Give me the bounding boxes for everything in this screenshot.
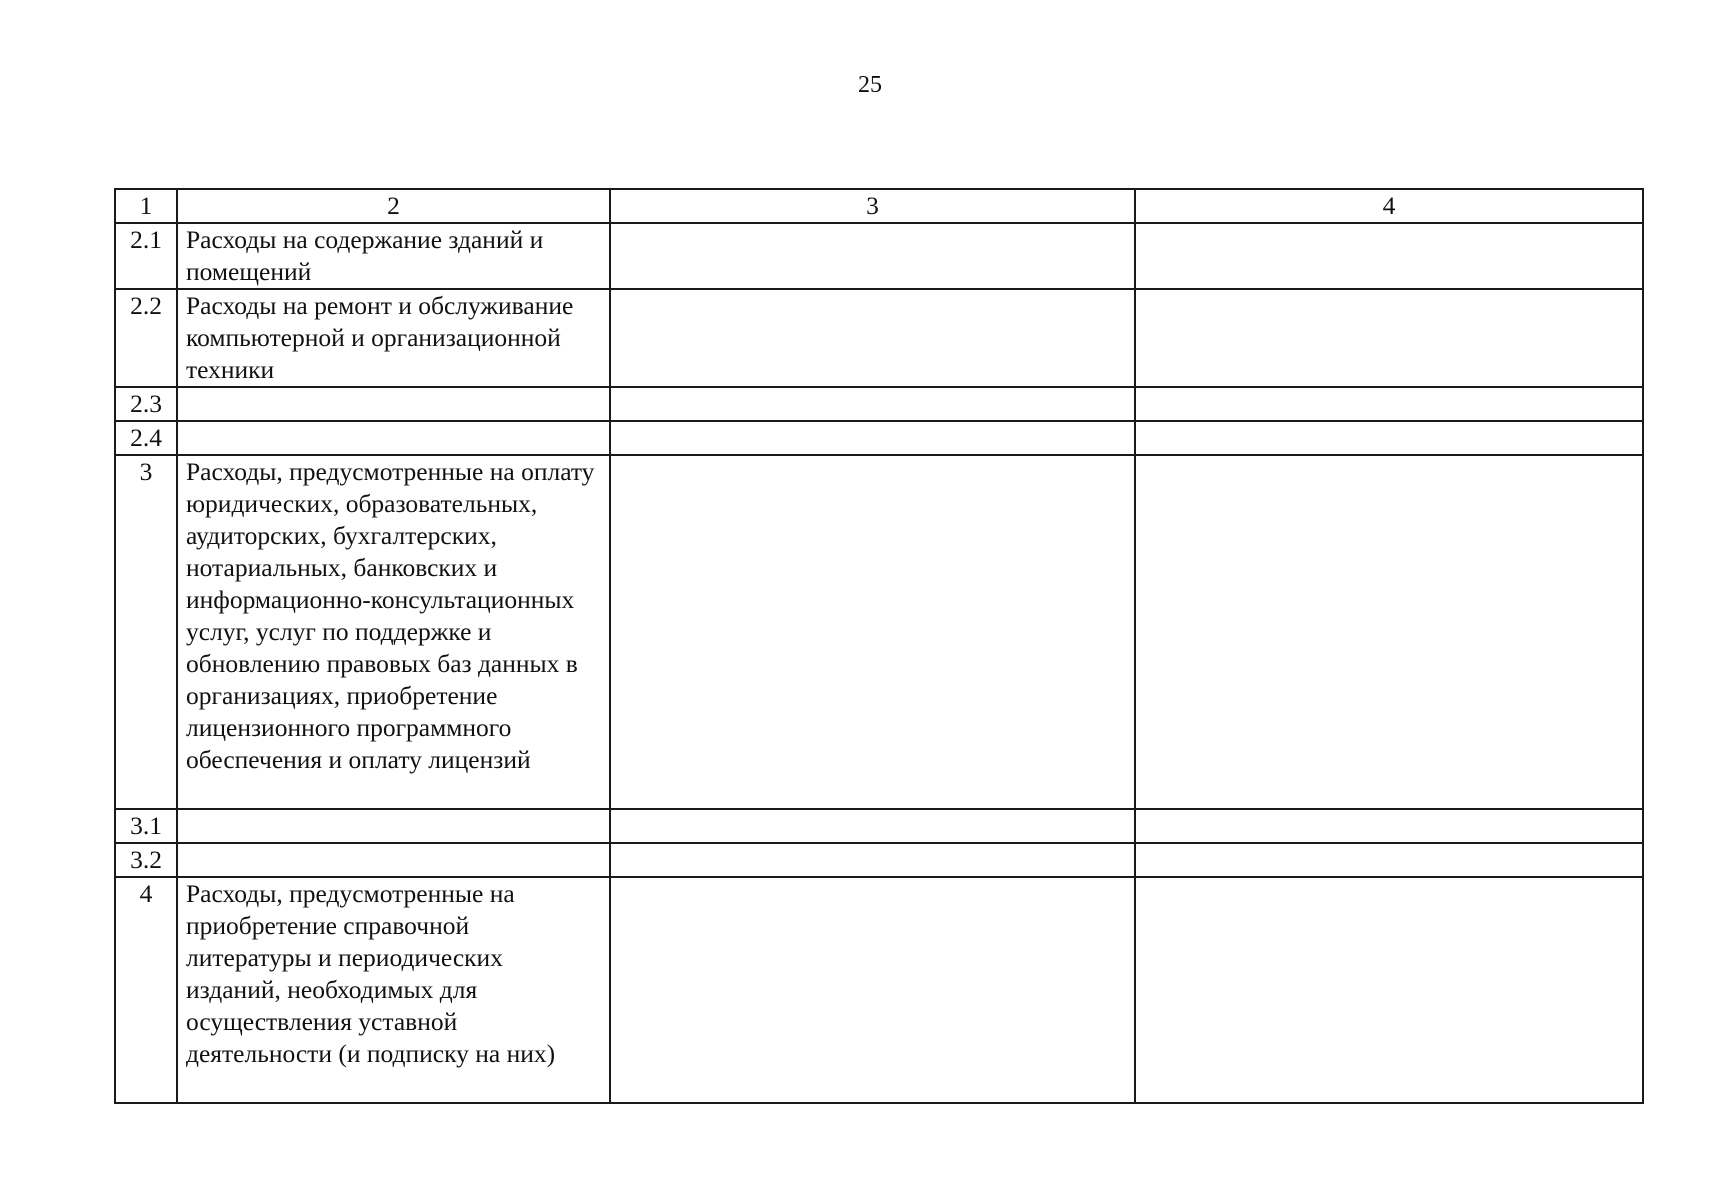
table-row bbox=[115, 289, 1643, 387]
row-col3-cell bbox=[610, 223, 1135, 289]
row-col3-cell bbox=[610, 809, 1135, 843]
row-number: 2.2 bbox=[115, 289, 177, 387]
row-number: 2.3 bbox=[115, 387, 177, 421]
header-cell-1: 1 bbox=[115, 189, 177, 223]
table-header-row bbox=[115, 189, 1643, 223]
row-number: 2.1 bbox=[115, 223, 177, 289]
row-description: Расходы на содержание зданий и помещений bbox=[177, 223, 610, 289]
row-description bbox=[177, 809, 610, 843]
row-col4-cell bbox=[1135, 387, 1643, 421]
expenses-table bbox=[114, 188, 1644, 1104]
header-cell-4: 4 bbox=[1135, 189, 1643, 223]
table-row bbox=[115, 809, 1643, 843]
header-cell-2: 2 bbox=[177, 189, 610, 223]
row-col3-cell bbox=[610, 877, 1135, 1103]
row-description bbox=[177, 843, 610, 877]
row-description: Расходы на ремонт и обслуживание компьютерной и организационной техники bbox=[177, 289, 610, 387]
row-col3-cell bbox=[610, 843, 1135, 877]
row-col4-cell bbox=[1135, 455, 1643, 809]
row-description bbox=[177, 387, 610, 421]
row-description bbox=[177, 421, 610, 455]
row-number: 4 bbox=[115, 877, 177, 1103]
table-row bbox=[115, 843, 1643, 877]
row-col3-cell bbox=[610, 289, 1135, 387]
row-col3-cell bbox=[610, 455, 1135, 809]
row-col4-cell bbox=[1135, 289, 1643, 387]
row-description: Расходы, предусмотренные на приобретение справочной литературы и периодических изданий, необходимых для осуществления уставной деятельности (и подписку на них) bbox=[177, 877, 610, 1103]
row-col4-cell bbox=[1135, 809, 1643, 843]
row-col3-cell bbox=[610, 387, 1135, 421]
row-col4-cell bbox=[1135, 877, 1643, 1103]
row-number: 3.2 bbox=[115, 843, 177, 877]
page-number: 25 bbox=[858, 72, 882, 98]
table-row bbox=[115, 387, 1643, 421]
row-number: 2.4 bbox=[115, 421, 177, 455]
row-col4-cell bbox=[1135, 843, 1643, 877]
header-cell-3: 3 bbox=[610, 189, 1135, 223]
row-number: 3.1 bbox=[115, 809, 177, 843]
row-number: 3 bbox=[115, 455, 177, 809]
table-row bbox=[115, 223, 1643, 289]
table-row bbox=[115, 455, 1643, 809]
row-col3-cell bbox=[610, 421, 1135, 455]
table-row bbox=[115, 877, 1643, 1103]
table-row bbox=[115, 421, 1643, 455]
row-col4-cell bbox=[1135, 223, 1643, 289]
row-description: Расходы, предусмотренные на оплату юридических, образовательных, аудиторских, бухгалтерских, нотариальных, банковских и информационно-консультационных услуг, услуг по поддержке и обновлению правовых баз данных в организациях, приобретение лицензионного программного обеспечения и оплату лицензий bbox=[177, 455, 610, 809]
row-col4-cell bbox=[1135, 421, 1643, 455]
